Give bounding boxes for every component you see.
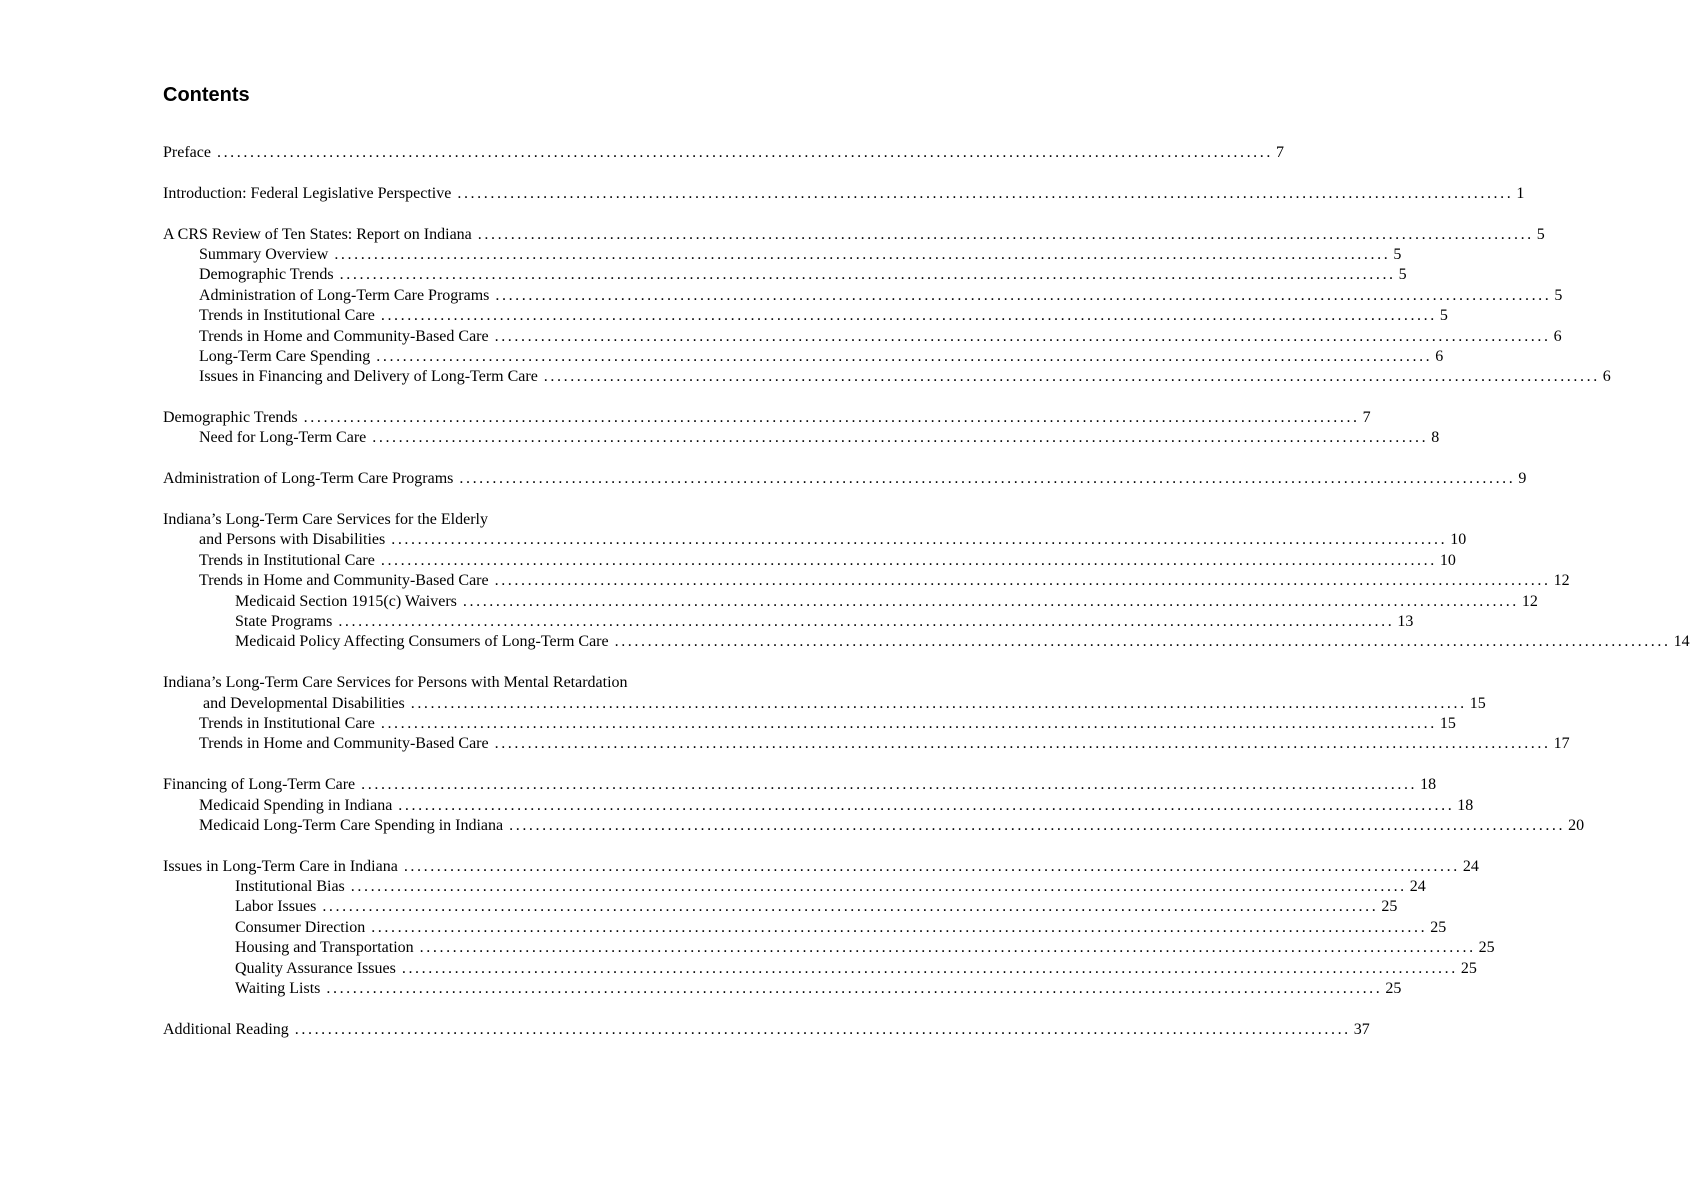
toc-subsubentry[interactable] xyxy=(163,612,1414,632)
dot-leader: ................................................................................................................................................................ xyxy=(494,735,1551,753)
toc-entry-title: Issues in Financing and Delivery of Long-Term Care xyxy=(199,368,538,386)
toc-entry-page: 5 xyxy=(1439,307,1448,325)
toc-subsubentry[interactable] xyxy=(163,592,1538,612)
toc-subentry[interactable] xyxy=(163,734,1570,754)
toc-entry-title: Quality Assurance Issues xyxy=(235,959,396,977)
toc-entry-page: 25 xyxy=(1385,980,1402,998)
page-title: Contents xyxy=(163,84,250,106)
toc-entry-title: Trends in Institutional Care xyxy=(199,551,375,569)
dot-leader: ................................................................................................................................................................ xyxy=(410,694,1467,712)
dot-leader: ................................................................................................................................................................ xyxy=(509,816,1566,834)
toc-entry-page: 25 xyxy=(1478,939,1495,957)
toc-subentry[interactable] xyxy=(163,571,1570,591)
dot-leader: ................................................................................................................................................................ xyxy=(339,266,1396,284)
toc-entry-page: 6 xyxy=(1435,347,1444,365)
toc-entry-page: 24 xyxy=(1462,857,1479,875)
toc-subentry[interactable] xyxy=(163,265,1407,285)
toc-entry-page: 17 xyxy=(1553,735,1570,753)
toc-entry-title: Preface xyxy=(163,144,211,161)
toc-subentry[interactable] xyxy=(163,796,1474,816)
toc-entry-page: 12 xyxy=(1553,572,1570,590)
toc-entry-heading[interactable] xyxy=(163,510,759,530)
toc-subentry[interactable] xyxy=(163,347,1444,367)
toc-entry-title: Demographic Trends xyxy=(199,266,334,284)
toc-entry-page: 5 xyxy=(1398,266,1407,284)
toc-entry-title: Additional Reading xyxy=(163,1020,289,1038)
toc-section-demographic-trends xyxy=(163,408,1440,449)
dot-leader: ................................................................................................................................................................ xyxy=(376,347,1433,365)
toc-entry-title: Institutional Bias xyxy=(235,878,345,896)
table-of-contents xyxy=(163,143,1690,1061)
dot-leader: ................................................................................................................................................................ xyxy=(350,878,1407,896)
dot-leader: ................................................................................................................................................................ xyxy=(334,245,1391,263)
toc-entry-page: 37 xyxy=(1353,1020,1370,1038)
toc-entry-title: A CRS Review of Ten States: Report on Indiana xyxy=(163,225,472,243)
toc-section-administration xyxy=(163,469,1527,489)
toc-entry[interactable] xyxy=(163,775,1437,795)
toc-entry-title: Trends in Institutional Care xyxy=(199,307,375,325)
toc-entry[interactable] xyxy=(163,1020,1370,1040)
toc-section-preface xyxy=(163,143,1284,163)
toc-entry-continuation[interactable] xyxy=(163,694,1486,714)
toc-entry-title: Housing and Transportation xyxy=(235,939,414,957)
toc-subsubentry[interactable] xyxy=(163,979,1402,999)
toc-subentry[interactable] xyxy=(163,306,1448,326)
toc-entry-title: Long-Term Care Spending xyxy=(199,347,371,365)
dot-leader: ................................................................................................................................................................ xyxy=(380,714,1437,732)
toc-section-elderly-services xyxy=(163,510,1690,653)
toc-entry-page: 15 xyxy=(1439,714,1456,732)
toc-entry-title: Issues in Long-Term Care in Indiana xyxy=(163,857,398,875)
toc-entry[interactable] xyxy=(163,184,1525,204)
toc-entry-page: 10 xyxy=(1439,551,1456,569)
toc-entry-page: 10 xyxy=(1450,531,1467,549)
toc-entry-page: 7 xyxy=(1275,144,1284,161)
toc-entry-title: Medicaid Long-Term Care Spending in Indiana xyxy=(199,816,504,834)
toc-entry-title: Demographic Trends xyxy=(163,409,298,427)
toc-entry-title: State Programs xyxy=(235,612,333,630)
toc-section-financing xyxy=(163,775,1585,836)
toc-entry-page: 5 xyxy=(1393,245,1402,263)
toc-entry-page: 14 xyxy=(1673,633,1690,651)
toc-section-crs-review xyxy=(163,225,1611,388)
toc-subsubentry[interactable] xyxy=(163,877,1426,897)
toc-entry-page: 6 xyxy=(1553,327,1562,345)
dot-leader: ................................................................................................................................................................ xyxy=(371,918,1428,936)
toc-entry-page: 7 xyxy=(1362,409,1371,427)
toc-entry[interactable] xyxy=(163,408,1371,428)
toc-entry[interactable] xyxy=(163,225,1545,245)
toc-entry-title: Summary Overview xyxy=(199,245,329,263)
dot-leader: ................................................................................................................................................................ xyxy=(543,368,1600,386)
dot-leader: ................................................................................................................................................................ xyxy=(403,857,1460,875)
toc-entry-page: 5 xyxy=(1536,225,1545,243)
dot-leader: ................................................................................................................................................................ xyxy=(494,572,1551,590)
dot-leader: ................................................................................................................................................................ xyxy=(326,980,1383,998)
toc-subsubentry[interactable] xyxy=(163,897,1398,917)
dot-leader: ................................................................................................................................................................ xyxy=(459,470,1516,488)
toc-entry[interactable] xyxy=(163,469,1527,489)
toc-entry-continuation[interactable] xyxy=(163,530,1467,550)
toc-section-introduction xyxy=(163,184,1525,204)
toc-entry-page: 12 xyxy=(1521,592,1538,610)
dot-leader: ................................................................................................................................................................ xyxy=(216,144,1273,161)
dot-leader: ................................................................................................................................................................ xyxy=(477,225,1534,243)
toc-entry-page: 18 xyxy=(1457,796,1474,814)
toc-entry-page: 13 xyxy=(1397,612,1414,630)
dot-leader: ................................................................................................................................................................ xyxy=(494,327,1551,345)
toc-entry-title: Financing of Long-Term Care xyxy=(163,776,356,794)
toc-entry-heading[interactable] xyxy=(163,673,759,693)
toc-entry-page: 20 xyxy=(1568,816,1585,834)
toc-entry[interactable] xyxy=(163,143,1284,163)
toc-entry-title: Trends in Institutional Care xyxy=(199,714,375,732)
toc-subentry[interactable] xyxy=(163,367,1611,387)
toc-subentry[interactable] xyxy=(163,816,1585,836)
toc-subsubentry[interactable] xyxy=(163,959,1477,979)
toc-subentry[interactable] xyxy=(163,428,1440,448)
dot-leader: ................................................................................................................................................................ xyxy=(495,286,1552,304)
toc-entry-title: Consumer Direction xyxy=(235,918,366,936)
toc-entry[interactable] xyxy=(163,857,1479,877)
toc-entry-page: 18 xyxy=(1420,776,1437,794)
dot-leader: ................................................................................................................................................................ xyxy=(303,409,1360,427)
toc-entry-title: Medicaid Policy Affecting Consumers of Long-Term Care xyxy=(235,633,609,651)
dot-leader: ................................................................................................................................................................ xyxy=(401,959,1458,977)
toc-section-mrdd-services xyxy=(163,673,1570,755)
dot-leader: ................................................................................................................................................................ xyxy=(372,429,1429,447)
dot-leader: ................................................................................................................................................................ xyxy=(457,184,1514,202)
toc-subsubentry[interactable] xyxy=(163,632,1690,652)
toc-section-issues xyxy=(163,857,1495,1000)
dot-leader: ................................................................................................................................................................ xyxy=(380,551,1437,569)
toc-entry-title: Administration of Long-Term Care Programs xyxy=(163,470,454,488)
toc-entry-title: Administration of Long-Term Care Programs xyxy=(199,286,490,304)
toc-subentry[interactable] xyxy=(163,714,1456,734)
toc-entry-title: Trends in Home and Community-Based Care xyxy=(199,735,489,753)
toc-entry-title: Indiana’s Long-Term Care Services for Persons with Mental Retardation xyxy=(163,674,628,692)
toc-entry-title: Trends in Home and Community-Based Care xyxy=(199,572,489,590)
toc-entry-title: Trends in Home and Community-Based Care xyxy=(199,327,489,345)
toc-subentry[interactable] xyxy=(163,551,1456,571)
toc-entry-page: 9 xyxy=(1518,470,1527,488)
toc-entry-title: Medicaid Spending in Indiana xyxy=(199,796,393,814)
dot-leader: ................................................................................................................................................................ xyxy=(294,1020,1351,1038)
dot-leader: ................................................................................................................................................................ xyxy=(398,796,1455,814)
toc-subsubentry[interactable] xyxy=(163,918,1447,938)
dot-leader: ................................................................................................................................................................ xyxy=(338,612,1395,630)
toc-entry-title: Need for Long-Term Care xyxy=(199,429,367,447)
toc-section-additional-reading xyxy=(163,1020,1370,1040)
dot-leader: ................................................................................................................................................................ xyxy=(419,939,1476,957)
toc-entry-page: 15 xyxy=(1469,694,1486,712)
toc-entry-page: 25 xyxy=(1430,918,1447,936)
dot-leader: ................................................................................................................................................................ xyxy=(380,307,1437,325)
toc-subentry[interactable] xyxy=(163,245,1402,265)
dot-leader: ................................................................................................................................................................ xyxy=(322,898,1379,916)
dot-leader: ................................................................................................................................................................ xyxy=(614,633,1671,651)
toc-entry-title: and Persons with Disabilities xyxy=(199,531,386,549)
dot-leader: ................................................................................................................................................................ xyxy=(391,531,1448,549)
toc-entry-title: Medicaid Section 1915(c) Waivers xyxy=(235,592,457,610)
dot-leader: ................................................................................................................................................................ xyxy=(361,776,1418,794)
toc-entry-title: Introduction: Federal Legislative Perspective xyxy=(163,184,452,202)
toc-entry-title: Labor Issues xyxy=(235,898,317,916)
toc-entry-title: and Developmental Disabilities xyxy=(203,694,405,712)
toc-entry-title: Indiana’s Long-Term Care Services for the Elderly xyxy=(163,511,488,529)
toc-subsubentry[interactable] xyxy=(163,938,1495,958)
toc-entry-title: Waiting Lists xyxy=(235,980,321,998)
toc-entry-page: 25 xyxy=(1460,959,1477,977)
toc-entry-page: 25 xyxy=(1381,898,1398,916)
dot-leader: ................................................................................................................................................................ xyxy=(462,592,1519,610)
toc-subentry[interactable] xyxy=(163,286,1563,306)
toc-entry-page: 5 xyxy=(1554,286,1563,304)
toc-entry-page: 1 xyxy=(1516,184,1525,202)
toc-entry-page: 8 xyxy=(1431,429,1440,447)
toc-entry-page: 6 xyxy=(1602,368,1611,386)
toc-entry-page: 24 xyxy=(1409,878,1426,896)
toc-subentry[interactable] xyxy=(163,327,1562,347)
